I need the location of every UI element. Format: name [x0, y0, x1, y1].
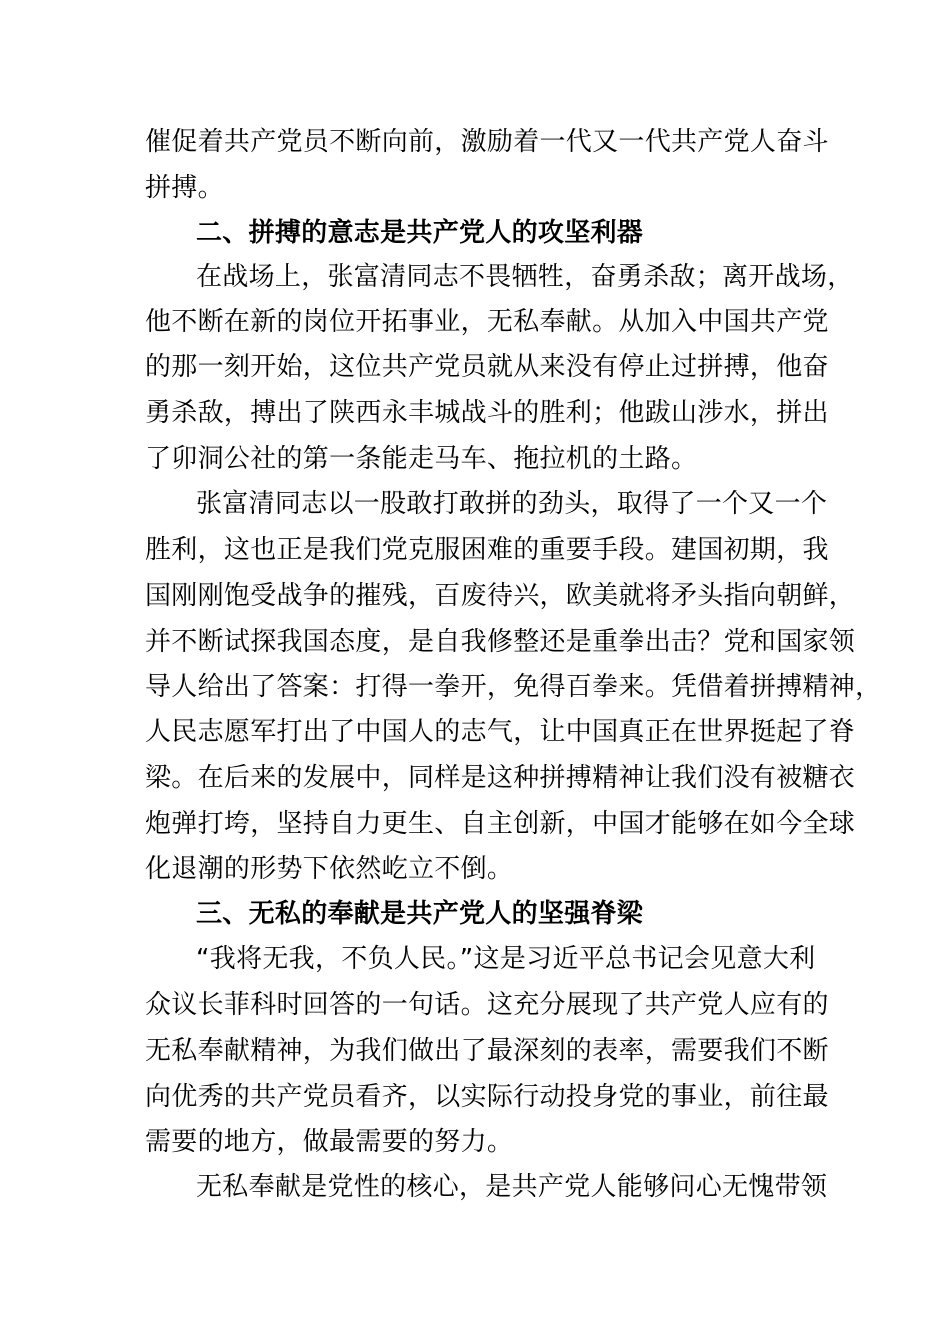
text-line: 无私奉献是党性的核心，是共产党人能够问心无愧带领: [196, 1172, 828, 1202]
text-line: 并不断试探我国态度，是自我修整还是重拳出击？党和国家领: [145, 627, 856, 657]
text-line: 无私奉献精神，为我们做出了最深刻的表率，需要我们不断: [145, 1036, 829, 1066]
text-line: 拼搏。: [145, 173, 224, 203]
text-line: 人民志愿军打出了中国人的志气，让中国真正在世界挺起了脊: [145, 717, 856, 747]
text-line: 他不断在新的岗位开拓事业，无私奉献。从加入中国共产党: [145, 307, 829, 337]
text-line: 梁。在后来的发展中，同样是这种拼搏精神让我们没有被糖衣: [145, 763, 856, 793]
text-line: 需要的地方，做最需要的努力。: [145, 1127, 514, 1157]
text-line: 众议长菲科时回答的一句话。这充分展现了共产党人应有的: [145, 990, 829, 1020]
text-line: 催促着共产党员不断向前，激励着一代又一代共产党人奋斗: [145, 127, 829, 157]
text-line: 的那一刻开始，这位共产党员就从来没有停止过拼搏，他奋: [145, 352, 829, 382]
text-line: 在战场上，张富清同志不畏牺牲，奋勇杀敌；离开战场，: [196, 262, 854, 292]
text-line: 导人给出了答案：打得一拳开，免得百拳来。凭借着拼搏精神，: [145, 672, 882, 702]
text-line: 勇杀敌，搏出了陕西永丰城战斗的胜利；他跋山涉水，拼出: [145, 398, 829, 428]
text-line: 化退潮的形势下依然屹立不倒。: [145, 854, 514, 884]
text-line: “我将无我，不负人民。”这是习近平总书记会见意大利: [196, 944, 816, 974]
text-line: 炮弹打垮，坚持自力更生、自主创新，中国才能够在如今全球: [145, 809, 856, 839]
text-line: 张富清同志以一股敢打敢拼的劲头，取得了一个又一个: [196, 489, 828, 519]
text-line: 向优秀的共产党员看齐，以实际行动投身党的事业，前往最: [145, 1082, 829, 1112]
section-heading: 二、拼搏的意志是共产党人的攻坚利器: [196, 218, 644, 248]
text-line: 国刚刚饱受战争的摧残，百废待兴，欧美就将矛头指向朝鲜，: [145, 581, 856, 611]
text-line: 胜利，这也正是我们党克服困难的重要手段。建国初期，我: [145, 535, 829, 565]
text-line: 了卯洞公社的第一条能走马车、拖拉机的土路。: [145, 444, 698, 474]
section-heading: 三、无私的奉献是共产党人的坚强脊梁: [196, 899, 644, 929]
